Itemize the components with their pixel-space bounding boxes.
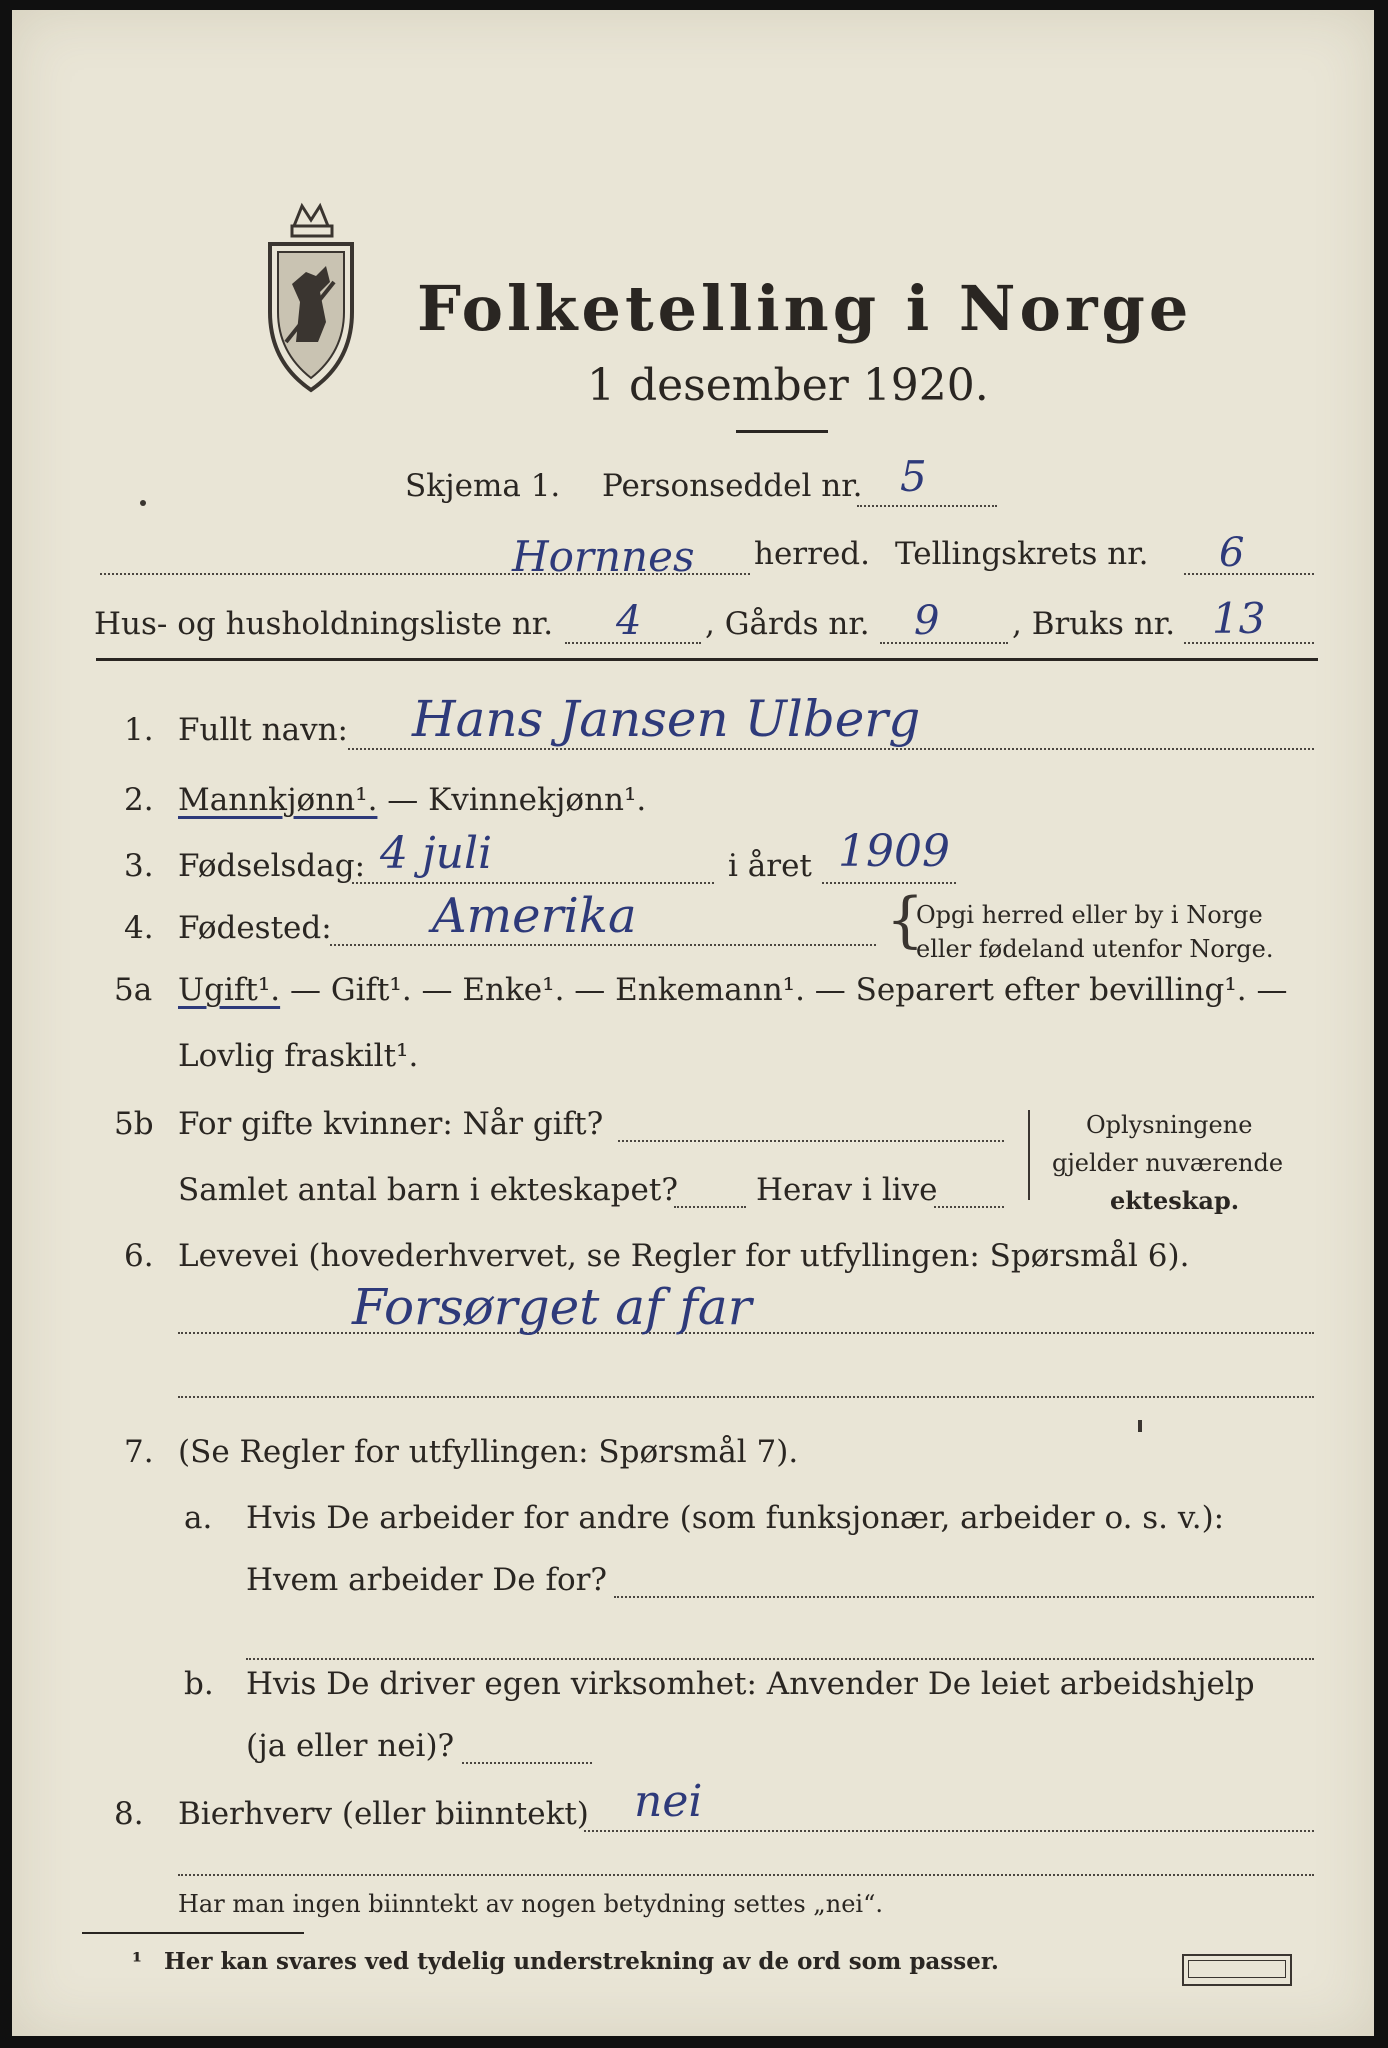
q5b-note-2: gjelder nuværende — [1052, 1149, 1284, 1177]
q5b-line2a: Samlet antal barn i ekteskapet? — [178, 1172, 678, 1208]
biinntekt-note: Har man ingen biinntekt av nogen betydning settes „nei“. — [178, 1890, 883, 1918]
q8-number: 8. — [114, 1796, 144, 1832]
gards-label: , Gårds nr. — [705, 606, 870, 642]
q6-number: 6. — [124, 1238, 154, 1274]
q1-number: 1. — [124, 712, 154, 748]
q6-label: Levevei (hovederhvervet, se Regler for utfyllingen: Spørsmål 6). — [178, 1238, 1190, 1274]
q5b-number: 5b — [114, 1106, 154, 1142]
q5b-note-3: ekteskap. — [1110, 1186, 1240, 1215]
q7a-line1: Hvis De arbeider for andre (som funksjonær, arbeider o. s. v.): — [246, 1500, 1225, 1536]
footnote: Her kan svares ved tydelig understrekning av de ord som passer. — [164, 1948, 999, 1975]
gards-value: 9 — [914, 598, 940, 644]
q7b-number: b. — [184, 1666, 214, 1702]
q8-label: Bierhverv (eller biinntekt) — [178, 1796, 589, 1832]
q4-brace: { — [886, 885, 925, 955]
herred-value: Hornnes — [512, 532, 695, 581]
tellingskrets-label: Tellingskrets nr. — [895, 536, 1149, 572]
q7b-line2: (ja eller nei)? — [246, 1728, 455, 1764]
coat-of-arms-icon — [256, 192, 366, 402]
personseddel-label: Personseddel nr. — [602, 468, 863, 504]
q4-birthplace-value: Amerika — [432, 888, 637, 944]
q6-occupation-value: Forsørget af far — [352, 1278, 752, 1336]
q5a-line2: Lovlig fraskilt¹. — [178, 1038, 419, 1074]
q4-number: 4. — [124, 910, 154, 946]
census-date: 1 desember 1920. — [587, 360, 989, 411]
q5b-note-1: Oplysningene — [1086, 1111, 1253, 1139]
q5b-bracket — [1028, 1110, 1030, 1200]
footnote-rule — [82, 1932, 304, 1934]
q7b-line1: Hvis De driver egen virksomhet: Anvender De leiet arbeidshjelp — [246, 1666, 1255, 1702]
q7a-number: a. — [184, 1500, 213, 1536]
husholdningsliste-value: 4 — [616, 598, 642, 644]
q7-label: (Se Regler for utfyllingen: Spørsmål 7). — [178, 1434, 799, 1470]
bruks-value: 13 — [1212, 594, 1266, 643]
bruks-label: , Bruks nr. — [1012, 606, 1176, 642]
q3-label: Fødselsdag: — [178, 848, 366, 884]
q2-number: 2. — [124, 782, 154, 818]
q3-day-value: 4 juli — [380, 828, 493, 879]
husholdningsliste-label: Hus- og husholdningsliste nr. — [94, 606, 554, 642]
herred-label: herred. — [754, 536, 870, 572]
q4-note-1: Opgi herred eller by i Norge — [916, 901, 1263, 929]
q7-number: 7. — [124, 1434, 154, 1470]
q3-year-value: 1909 — [838, 826, 950, 877]
q2-options — [178, 782, 646, 818]
title-divider — [736, 430, 828, 433]
form-title: Folketelling i Norge — [417, 272, 1193, 345]
q1-full-name-value: Hans Jansen Ulberg — [412, 690, 921, 748]
q8-value: nei — [634, 1776, 703, 1827]
q2-kvinnekjonn: — Kvinnekjønn¹. — [377, 782, 647, 818]
q3-year-label: i året — [728, 848, 812, 884]
q7a-line2: Hvem arbeider De for? — [246, 1562, 608, 1598]
skjema-label: Skjema 1. — [405, 468, 561, 504]
header-rule — [96, 658, 1318, 661]
q1-label: Fullt navn: — [178, 712, 348, 748]
personseddel-value: 5 — [900, 452, 927, 501]
q5b-line2b: Herav i live — [756, 1172, 938, 1208]
census-form — [12, 10, 1374, 2036]
speck — [140, 500, 146, 506]
q4-note-2: eller fødeland utenfor Norge. — [916, 935, 1274, 963]
q5b-line1: For gifte kvinner: Når gift? — [178, 1106, 604, 1142]
q4-label: Fødested: — [178, 910, 332, 946]
footnote-mark: ¹ — [132, 1948, 143, 1975]
printer-mark — [1182, 1954, 1292, 1986]
q3-number: 3. — [124, 848, 154, 884]
q5a-ugift: Ugift¹. — [178, 972, 281, 1008]
q5a-number: 5a — [114, 972, 153, 1008]
speck — [1138, 1420, 1142, 1432]
q5a-other-options: — Gift¹. — Enke¹. — Enkemann¹. — Separert efter bevilling¹. — — [280, 972, 1288, 1008]
q2-mannkjonn: Mannkjønn¹. — [178, 782, 378, 818]
q5a-options — [178, 972, 1287, 1008]
tellingskrets-value: 6 — [1219, 530, 1245, 576]
